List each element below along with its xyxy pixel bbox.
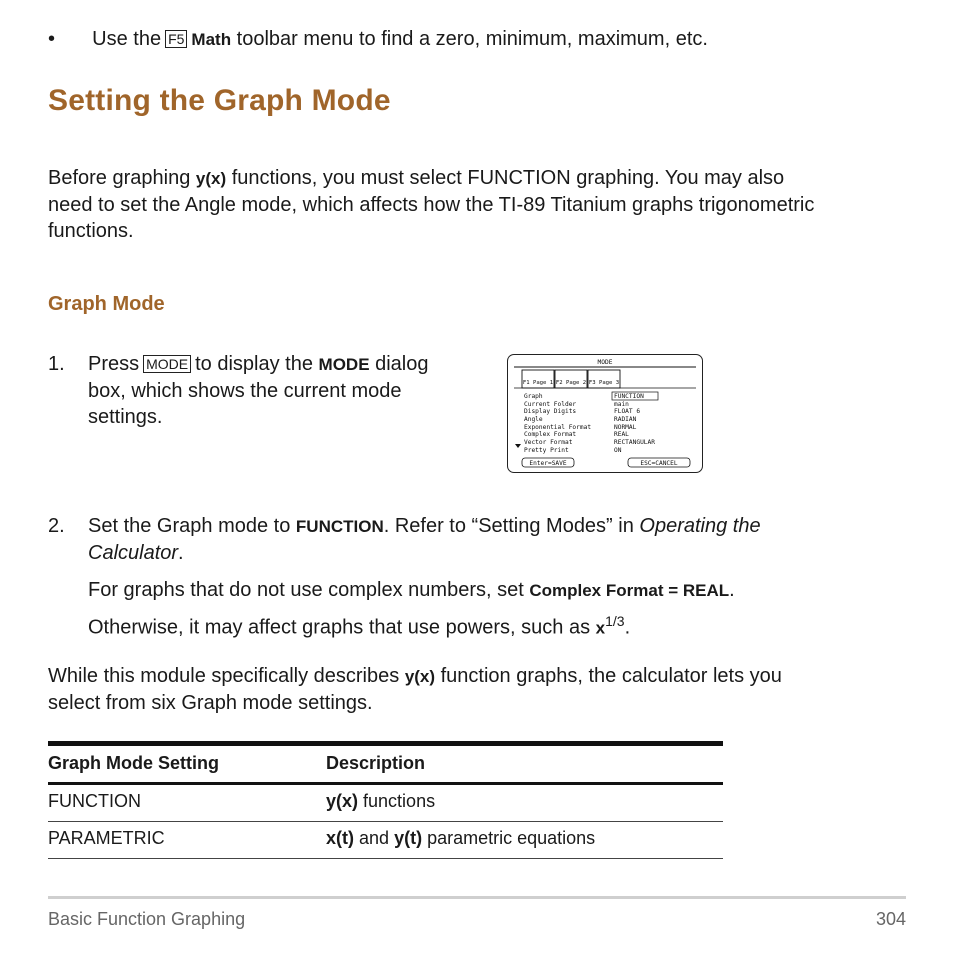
step-text: Press — [88, 353, 140, 375]
intro-line-3: functions. — [48, 220, 134, 242]
screen-tab-3: F3 Page 3 — [588, 380, 620, 386]
bullet-suffix: toolbar menu to find a zero, minimum, maximum, etc. — [236, 28, 708, 50]
closing-paragraph — [48, 663, 782, 716]
step-1-line-3: settings. — [88, 406, 163, 428]
step-2-line-1 — [88, 513, 761, 540]
step-1-line-1 — [88, 351, 429, 378]
step-text: dialog — [375, 353, 429, 375]
screen-row-label: Angle — [524, 416, 543, 423]
scroll-down-arrow-icon — [515, 444, 521, 448]
footer-page-number: 304 — [875, 909, 906, 929]
intro-line-1 — [48, 165, 814, 192]
exponent: 1/3 — [605, 613, 625, 629]
f5-key: F5 — [165, 30, 187, 48]
step-text: . — [178, 542, 184, 564]
screen-cancel-label: ESC=CANCEL — [640, 460, 678, 467]
step-2-line-2 — [88, 540, 761, 566]
intro-text: Before graphing — [48, 167, 191, 189]
desc-code: y(t) — [394, 828, 423, 848]
screen-title: MODE — [597, 359, 613, 366]
table-cell-description — [326, 784, 723, 822]
mode-key: MODE — [143, 355, 191, 373]
graph-mode-table — [48, 741, 723, 859]
note-text: Otherwise, it may affect graphs that use powers, such as — [88, 616, 591, 639]
screen-row-label: Pretty Print — [524, 447, 569, 454]
note-text: . — [729, 579, 735, 601]
note-text: For graphs that do not use complex numbers, set — [88, 579, 524, 601]
screen-tab-2: F2 Page 2 — [555, 380, 587, 386]
desc-code: y(x) — [326, 791, 359, 811]
screen-row-value: ON — [614, 447, 622, 454]
screen-row-value: FUNCTION — [614, 393, 644, 400]
intro-code: y(x) — [195, 169, 227, 188]
desc-code: x(t) — [326, 828, 354, 848]
note-code: Complex Format = REAL — [529, 581, 730, 600]
step-2-number: 2. — [48, 515, 65, 537]
step-text: to display the — [195, 353, 313, 375]
screen-row-label: Current Folder — [524, 401, 577, 408]
closing-line-2: select from six Graph mode settings. — [48, 692, 373, 714]
bullet-prefix: Use the — [92, 28, 162, 50]
closing-code: y(x) — [404, 667, 436, 686]
note-text: . — [624, 616, 631, 639]
step-2-note-line-2 — [88, 608, 630, 642]
screen-row-value: RADIAN — [614, 416, 637, 423]
screen-row-value: RECTANGULAR — [614, 439, 655, 446]
step-2-note-line-1 — [88, 577, 735, 604]
screen-row-label: Vector Format — [524, 439, 573, 446]
closing-line-1 — [48, 663, 782, 690]
screen-row-value: main — [614, 401, 629, 408]
desc-text: functions — [363, 791, 436, 811]
step-1-text — [88, 351, 429, 430]
table-row — [48, 784, 723, 822]
screen-row-value: NORMAL — [614, 424, 637, 431]
math-menu-label: Math — [191, 30, 232, 49]
table-row — [48, 822, 723, 859]
screen-row-label: Exponential Format — [524, 424, 592, 431]
table-header-setting: Graph Mode Setting — [48, 744, 326, 784]
desc-text: parametric equations — [427, 828, 596, 848]
step-code: FUNCTION — [295, 517, 384, 536]
screen-save-label: Enter=SAVE — [529, 460, 567, 467]
intro-line-2: need to set the Angle mode, which affects how the TI-89 Titanium graphs trigonometric — [48, 194, 815, 216]
table-header-description: Description — [326, 744, 723, 784]
intro-text: functions, you must select FUNCTION graphing. You may also — [231, 167, 785, 189]
step-1-number: 1. — [48, 353, 65, 375]
screen-rows — [515, 392, 658, 454]
book-title: Operating the — [639, 515, 761, 537]
bullet-item — [48, 26, 708, 53]
screen-tab-1: F1 Page 1 — [522, 380, 554, 386]
screen-row-label: Graph — [524, 393, 543, 400]
screen-tabs — [522, 370, 620, 388]
screen-row-value: FLOAT 6 — [614, 408, 641, 415]
page-title: Setting the Graph Mode — [48, 84, 391, 117]
step-text: . Refer to “Setting Modes” in — [383, 515, 634, 537]
table-header-row — [48, 744, 723, 784]
desc-text: and — [359, 828, 390, 848]
closing-text: function graphs, the calculator lets you — [440, 665, 782, 687]
screen-row-label: Complex Format — [524, 431, 577, 438]
step-1-line-2: box, which shows the current mode — [88, 380, 402, 402]
book-title: Calculator — [88, 542, 179, 564]
footer-divider — [48, 896, 906, 899]
calculator-mode-screen — [507, 354, 703, 473]
screen-row-label: Display Digits — [524, 408, 577, 415]
step-code: MODE — [318, 355, 370, 374]
table-cell-setting: PARAMETRIC — [48, 822, 326, 859]
note-code: x — [595, 618, 606, 638]
bullet-symbol: • — [48, 28, 56, 50]
step-text: Set the Graph mode to — [88, 515, 291, 537]
intro-paragraph — [48, 165, 814, 244]
screen-row-value: REAL — [614, 431, 629, 438]
section-heading: Graph Mode — [48, 293, 165, 315]
step-2-text — [88, 513, 761, 566]
closing-text: While this module specifically describes — [48, 665, 400, 687]
footer-section-name: Basic Function Graphing — [48, 909, 246, 929]
table-cell-setting: FUNCTION — [48, 784, 326, 822]
table-cell-description — [326, 822, 723, 859]
